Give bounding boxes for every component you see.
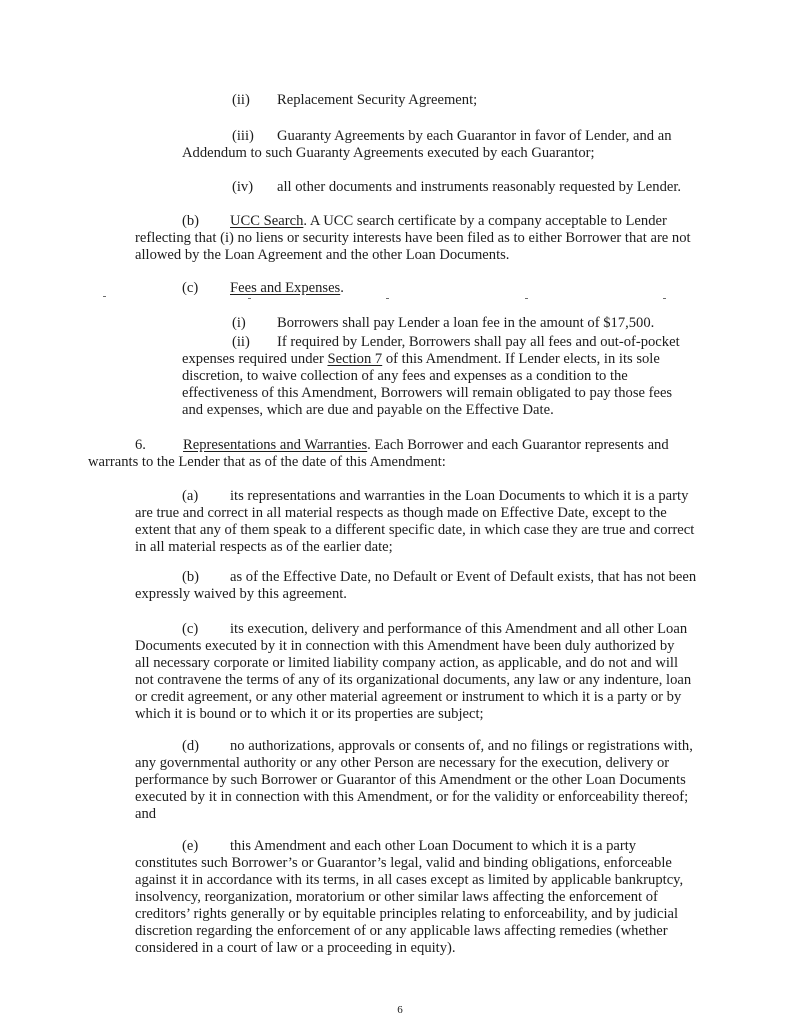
item-line: which it is bound or to which it or its properties are subject;: [135, 706, 484, 722]
item-line: in all material respects as of the earlier date;: [135, 539, 393, 555]
item-line: discretion, to waive collection of any fees and expenses as a condition to the: [182, 368, 628, 384]
item-line: performance by such Borrower or Guarantor of this Amendment or the other Loan Documents: [135, 772, 686, 788]
item-line: (e) this Amendment and each other Loan Document to which it is a party: [182, 838, 637, 854]
item-line: executed by it in connection with this Amendment, or for the validity or enforceability thereof;: [135, 789, 689, 805]
item-c-ii: [182, 334, 700, 419]
item-line: discretion regarding the enforcement of or any applicable laws affecting remedies (whether: [135, 923, 668, 939]
page-number: 6: [397, 1004, 403, 1016]
item-line: allowed by the Loan Agreement and the other Loan Documents.: [135, 247, 510, 263]
item-number: (b): [182, 213, 200, 229]
item-number: (iii): [232, 128, 254, 144]
item-line: reflecting that (i) no liens or security interests have been filed as to either Borrower that are not: [135, 230, 691, 246]
scan-speck: [386, 298, 389, 299]
item-number: (c): [182, 621, 199, 637]
item-line: warrants to the Lender that as of the date of this Amendment:: [88, 454, 446, 470]
item-text: Replacement Security Agreement;: [277, 92, 478, 108]
item-line: effectiveness of this Amendment, Borrowers will remain obligated to pay those fees: [182, 385, 673, 401]
item-line: against it in accordance with its terms, in all cases except as limited by applicable bankruptcy,: [135, 872, 684, 888]
scan-speck: [663, 298, 666, 299]
item-number: (iv): [232, 179, 254, 195]
item-line: Documents executed by it in connection with this Amendment have been duly authorized by: [135, 638, 675, 654]
section-heading: UCC Search: [230, 213, 304, 229]
item-line: (a) its representations and warranties in the Loan Documents to which it is a party: [182, 488, 689, 504]
item-line: are true and correct in all material respects as though made on Effective Date, except to the: [135, 505, 667, 521]
item-line: and: [135, 806, 157, 822]
item-line: constitutes such Borrower’s or Guarantor’s legal, valid and binding obligations, enforceable: [135, 855, 672, 871]
item-line: and expenses, which are due and payable on the Effective Date.: [182, 402, 554, 418]
section-heading: Fees and Expenses: [230, 280, 341, 296]
item-line: insolvency, reorganization, moratorium or other similar laws affecting the enforcement of: [135, 889, 658, 905]
section-reference: Section 7: [327, 351, 383, 367]
item-line: (d) no authorizations, approvals or consents of, and no filings or registrations with,: [182, 738, 693, 754]
item-line: considered in a court of law or a proceeding in equity).: [135, 940, 456, 956]
item-line: extent that any of them speak to a different specific date, in which case they are true and correct: [135, 522, 695, 538]
section-6-representations: [88, 437, 700, 471]
item-text: Borrowers shall pay Lender a loan fee in the amount of $17,500.: [277, 315, 655, 331]
item-line: 6. Representations and Warranties. Each Borrower and each Guarantor represents and: [135, 437, 669, 453]
item-line: creditors’ rights generally or by equitable principles relating to enforceability, and by judicial: [135, 906, 679, 922]
warranty-c: [135, 621, 702, 723]
item-number: (a): [182, 488, 199, 504]
item-line: (b) as of the Effective Date, no Default or Event of Default exists, that has not been: [182, 569, 697, 585]
item-a-iv: [232, 179, 702, 196]
section-heading: Representations and Warranties: [183, 437, 368, 453]
item-line: (b) UCC Search. A UCC search certificate by a company acceptable to Lender: [182, 213, 667, 229]
section-c-fees: (c) Fees and Expenses.: [182, 280, 344, 296]
warranty-b: [135, 569, 702, 603]
item-line: (ii) If required by Lender, Borrowers shall pay all fees and out-of-pocket: [232, 334, 680, 350]
item-line: expenses required under Section 7 of this Amendment. If Lender elects, in its sole: [182, 351, 660, 367]
item-line: expressly waived by this agreement.: [135, 586, 347, 602]
item-number: (e): [182, 838, 199, 854]
item-number: (ii): [232, 334, 250, 350]
item-line: or credit agreement, or any other material agreement or instrument to which it is a party or by: [135, 689, 682, 705]
item-number: (c): [182, 280, 199, 296]
section-number: 6.: [135, 437, 146, 453]
item-line: Addendum to such Guaranty Agreements executed by each Guarantor;: [182, 145, 595, 161]
item-line: any governmental authority or any other Person are necessary for the execution, delivery or: [135, 755, 670, 771]
warranty-e: [135, 838, 702, 957]
item-line: (iii) Guaranty Agreements by each Guarantor in favor of Lender, and an: [232, 128, 672, 144]
item-c-i: [232, 315, 692, 332]
scan-speck: [525, 298, 528, 299]
item-line: not contravene the terms of any of its organizational documents, any law or any indenture, loan: [135, 672, 692, 688]
item-text: all other documents and instruments reasonably requested by Lender.: [277, 179, 682, 195]
item-number: (i): [232, 315, 246, 331]
warranty-d: [135, 738, 702, 823]
item-line: (c) its execution, delivery and performance of this Amendment and all other Loan: [182, 621, 688, 637]
warranty-a: [135, 488, 702, 556]
item-line: all necessary corporate or limited liability company action, as applicable, and do not and will: [135, 655, 679, 671]
item-number: (d): [182, 738, 200, 754]
scan-speck: [103, 296, 106, 297]
item-a-iii: [182, 128, 700, 162]
section-b-ucc-search: [135, 213, 702, 264]
scan-speck: [248, 298, 251, 299]
item-number: (b): [182, 569, 200, 585]
item-number: (ii): [232, 92, 250, 108]
item-a-ii: [232, 92, 692, 109]
